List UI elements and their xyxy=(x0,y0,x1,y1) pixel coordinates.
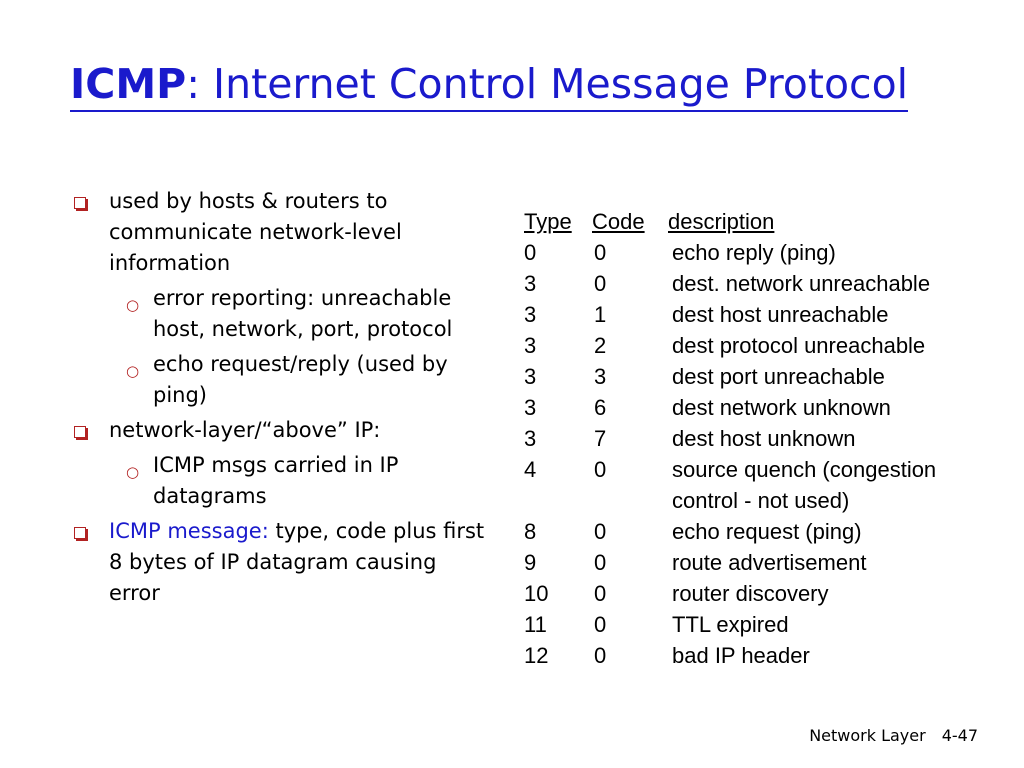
bullet-item xyxy=(72,186,492,279)
table-row xyxy=(524,485,994,516)
cell-type: 3 xyxy=(524,395,537,420)
hollow-circle-bullet-icon: ○ xyxy=(126,296,140,314)
table-row xyxy=(524,609,994,640)
header-code: Code xyxy=(592,209,645,234)
footer-page-number: 4-47 xyxy=(941,726,978,745)
cell-description: dest port unreachable xyxy=(672,364,885,389)
cell-description: router discovery xyxy=(672,581,829,606)
cell-description: route advertisement xyxy=(672,550,867,575)
cell-code: 2 xyxy=(594,333,607,358)
cell-description: echo request (ping) xyxy=(672,519,862,544)
sub-bullet-text: error reporting: unreachable host, network, port, protocol xyxy=(153,286,453,341)
cell-description: bad IP header xyxy=(672,643,810,668)
header-type: Type xyxy=(524,209,572,234)
title-bold: ICMP xyxy=(70,60,187,108)
slide-title xyxy=(70,62,908,107)
header-description: description xyxy=(668,209,775,234)
cell-type: 0 xyxy=(524,240,537,265)
cell-code: 6 xyxy=(594,395,607,420)
cell-type: 11 xyxy=(524,612,547,637)
table-header-row xyxy=(524,206,994,237)
cell-code: 0 xyxy=(594,643,607,668)
bullet-item xyxy=(72,516,492,609)
cell-code: 1 xyxy=(594,302,607,327)
table-row xyxy=(524,268,994,299)
highlight-text: ICMP message: xyxy=(109,519,269,543)
bullet-item xyxy=(72,415,492,446)
table-row xyxy=(524,299,994,330)
cell-description: dest host unknown xyxy=(672,426,856,451)
cell-code: 0 xyxy=(594,240,607,265)
slide-footer xyxy=(809,726,978,745)
sub-bullet-text: ICMP msgs carried in IP datagrams xyxy=(153,453,399,508)
cell-description: source quench (congestion xyxy=(672,457,937,482)
table-row xyxy=(524,392,994,423)
table-row xyxy=(524,547,994,578)
cell-type: 8 xyxy=(524,519,537,544)
cell-type: 3 xyxy=(524,302,537,327)
table-row xyxy=(524,237,994,268)
cell-description: dest network unknown xyxy=(672,395,891,420)
table-row xyxy=(524,423,994,454)
hollow-circle-bullet-icon: ○ xyxy=(126,463,140,481)
footer-section: Network Layer xyxy=(809,726,926,745)
cell-type: 3 xyxy=(524,364,537,389)
cell-code: 0 xyxy=(594,581,607,606)
cell-description: dest. network unreachable xyxy=(672,271,931,296)
table-row xyxy=(524,516,994,547)
sub-bullet-item xyxy=(109,349,492,411)
cell-type: 3 xyxy=(524,271,537,296)
cell-code: 0 xyxy=(594,271,607,296)
bullet-text: used by hosts & routers to communicate network-level information xyxy=(109,189,402,275)
bullet-text: network-layer/“above” IP: xyxy=(109,418,381,442)
bullet-list xyxy=(72,186,492,613)
cell-code: 0 xyxy=(594,550,607,575)
cell-type: 4 xyxy=(524,457,537,482)
icmp-type-table xyxy=(524,206,994,671)
cell-code: 7 xyxy=(594,426,607,451)
cell-code: 0 xyxy=(594,612,607,637)
cell-type: 3 xyxy=(524,426,537,451)
table-row xyxy=(524,640,994,671)
cell-code: 0 xyxy=(594,519,607,544)
cell-code: 0 xyxy=(594,457,607,482)
table-row xyxy=(524,578,994,609)
cell-description: dest protocol unreachable xyxy=(672,333,926,358)
sub-bullet-text: echo request/reply (used by ping) xyxy=(153,352,448,407)
cell-description: control - not used) xyxy=(672,488,850,513)
title-rest: : Internet Control Message Protocol xyxy=(186,60,909,108)
hollow-circle-bullet-icon: ○ xyxy=(126,362,140,380)
hollow-square-bullet-icon xyxy=(74,426,86,438)
table-body xyxy=(524,237,994,671)
table-row xyxy=(524,361,994,392)
hollow-square-bullet-icon xyxy=(74,527,86,539)
sub-bullet-item xyxy=(109,450,492,512)
hollow-square-bullet-icon xyxy=(74,197,86,209)
sub-bullet-item xyxy=(109,283,492,345)
cell-type: 9 xyxy=(524,550,537,575)
bullet-text: type, code plus first 8 bytes of IP datagram causing error xyxy=(109,519,485,605)
cell-description: TTL expired xyxy=(672,612,789,637)
cell-type: 10 xyxy=(524,581,549,606)
cell-type: 12 xyxy=(524,643,549,668)
cell-description: dest host unreachable xyxy=(672,302,889,327)
table-row xyxy=(524,330,994,361)
cell-code: 3 xyxy=(594,364,607,389)
cell-type: 3 xyxy=(524,333,537,358)
cell-description: echo reply (ping) xyxy=(672,240,836,265)
slide-title-underline xyxy=(70,60,908,112)
table-row xyxy=(524,454,994,485)
